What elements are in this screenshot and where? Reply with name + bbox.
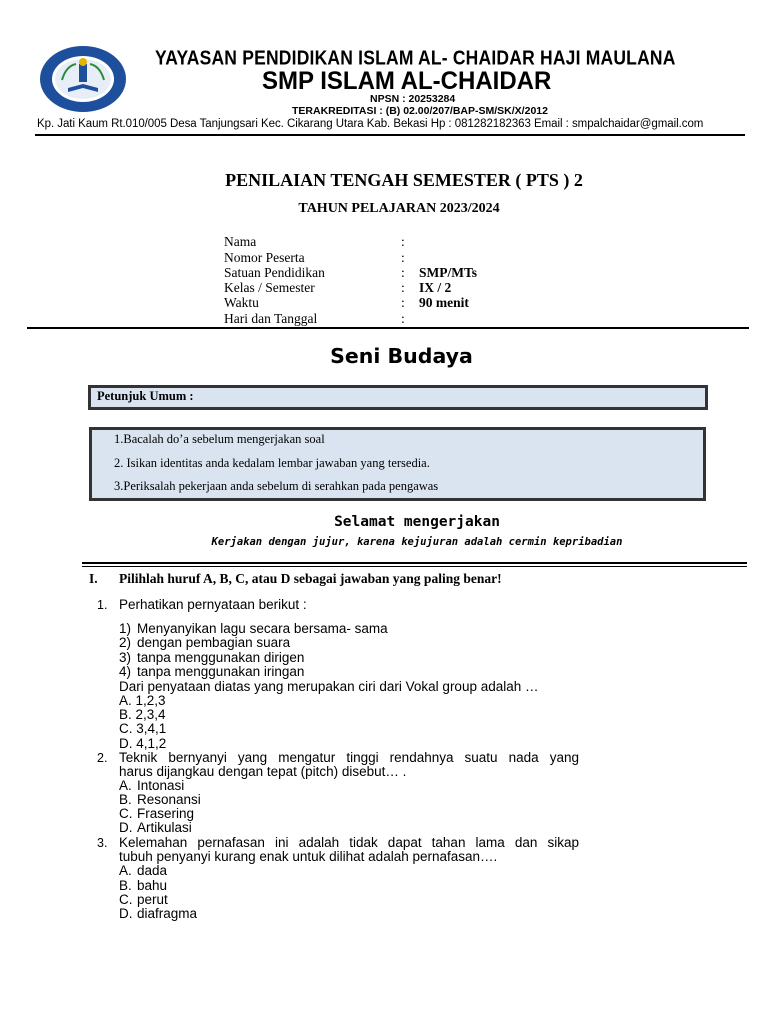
answer-option: D. 4,1,2 xyxy=(119,736,167,751)
field-colon: : xyxy=(401,295,405,310)
instruction-item: 2. Isikan identitas anda kedalam lembar jawaban yang tersedia. xyxy=(114,456,430,470)
option-letter: A. xyxy=(119,863,132,878)
section-number: I. xyxy=(89,571,98,586)
school-address: Kp. Jati Kaum Rt.010/005 Desa Tanjungsari Kec. Cikarang Utara Kab. Bekasi Hp : 081282182363 Email : smpalchaidar@gmail.com xyxy=(37,118,704,130)
field-colon: : xyxy=(401,265,405,280)
question-number: 1. xyxy=(97,598,108,612)
question-text: Teknik bernyanyi yang mengatur tinggi rendahnya suatu nada yang xyxy=(119,750,579,765)
field-label: Satuan Pendidikan xyxy=(224,265,325,280)
option-letter: B. xyxy=(119,878,132,893)
statement-text: dengan pembagian suara xyxy=(137,635,291,650)
answer-option: B. 2,3,4 xyxy=(119,707,166,722)
question-number: 2. xyxy=(97,751,108,765)
option-letter: A. xyxy=(119,778,132,793)
question-number: 3. xyxy=(97,836,108,850)
option-letter: B. xyxy=(119,792,132,807)
npsn: NPSN : 20253284 xyxy=(370,93,456,105)
option-text: Resonansi xyxy=(137,792,201,807)
section-divider xyxy=(82,562,747,564)
statement-number: 1) xyxy=(119,621,132,636)
option-letter: D. xyxy=(119,820,133,835)
field-colon: : xyxy=(401,280,405,295)
question-text-cont: tubuh penyanyi kurang enak untuk dilihat adalah pernafasan…. xyxy=(119,849,498,864)
option-text: diafragma xyxy=(137,906,198,921)
exam-title: PENILAIAN TENGAH SEMESTER ( PTS ) 2 xyxy=(225,170,583,190)
statement-number: 2) xyxy=(119,635,132,650)
instruction-item: 3.Periksalah pekerjaan anda sebelum di serahkan pada pengawas xyxy=(114,479,439,493)
statement-number: 3) xyxy=(119,650,132,665)
instruction-item: 1.Bacalah do’a sebelum mengerjakan soal xyxy=(114,432,325,446)
field-colon: : xyxy=(401,234,405,249)
option-letter: D. xyxy=(119,906,133,921)
option-text: perut xyxy=(137,892,168,907)
option-text: Artikulasi xyxy=(137,820,192,835)
field-value: SMP/MTs xyxy=(419,265,478,280)
field-label: Nomor Peserta xyxy=(224,250,305,265)
statement-text: tanpa menggunakan dirigen xyxy=(137,650,305,665)
academic-year: TAHUN PELAJARAN 2023/2024 xyxy=(298,201,500,216)
identity-divider xyxy=(27,327,749,329)
statement-text: Menyanyikan lagu secara bersama- sama xyxy=(137,621,388,636)
accreditation: TERAKREDITASI : (B) 02.00/207/BAP-SM/SK/X/2012 xyxy=(292,105,548,117)
field-colon: : xyxy=(401,250,405,265)
question-text: Kelemahan pernafasan ini adalah tidak dapat tahan lama dan sikap xyxy=(119,835,579,850)
instructions-heading: Petunjuk Umum : xyxy=(97,389,194,403)
greeting-title: Selamat mengerjakan xyxy=(334,514,500,530)
option-text: dada xyxy=(137,863,168,878)
field-label: Kelas / Semester xyxy=(224,280,315,295)
school-name: SMP ISLAM AL-CHAIDAR xyxy=(262,67,552,96)
answer-option: C. 3,4,1 xyxy=(119,721,167,736)
question-stem: Perhatikan pernyataan berikut : xyxy=(119,597,307,612)
question-text: Dari penyataan diatas yang merupakan ciri dari Vokal group adalah … xyxy=(119,679,539,694)
question-text-cont: harus dijangkau dengan tepat (pitch) disebut… . xyxy=(119,764,407,779)
section-divider-thin xyxy=(82,566,747,567)
foundation-name: YAYASAN PENDIDIKAN ISLAM AL- CHAIDAR HAJI MAULANA xyxy=(155,46,676,69)
option-letter: C. xyxy=(119,892,133,907)
statement-number: 4) xyxy=(119,664,132,679)
answer-option: A. 1,2,3 xyxy=(119,693,166,708)
subject-title: Seni Budaya xyxy=(330,344,473,368)
school-logo xyxy=(38,44,128,114)
header-divider xyxy=(35,134,745,136)
option-letter: C. xyxy=(119,806,133,821)
option-text: bahu xyxy=(137,878,168,893)
field-label: Hari dan Tanggal xyxy=(224,311,318,326)
field-value: 90 menit xyxy=(419,295,469,310)
field-label: Nama xyxy=(224,234,257,249)
section-instruction: Pilihlah huruf A, B, C, atau D sebagai jawaban yang paling benar! xyxy=(119,571,502,586)
option-text: Frasering xyxy=(137,806,195,821)
statement-text: tanpa menggunakan iringan xyxy=(137,664,305,679)
field-value: IX / 2 xyxy=(419,280,452,295)
field-label: Waktu xyxy=(224,295,259,310)
option-text: Intonasi xyxy=(137,778,185,793)
field-colon: : xyxy=(401,311,405,326)
greeting-motto: Kerjakan dengan jujur, karena kejujuran adalah cermin kepribadian xyxy=(211,536,623,548)
